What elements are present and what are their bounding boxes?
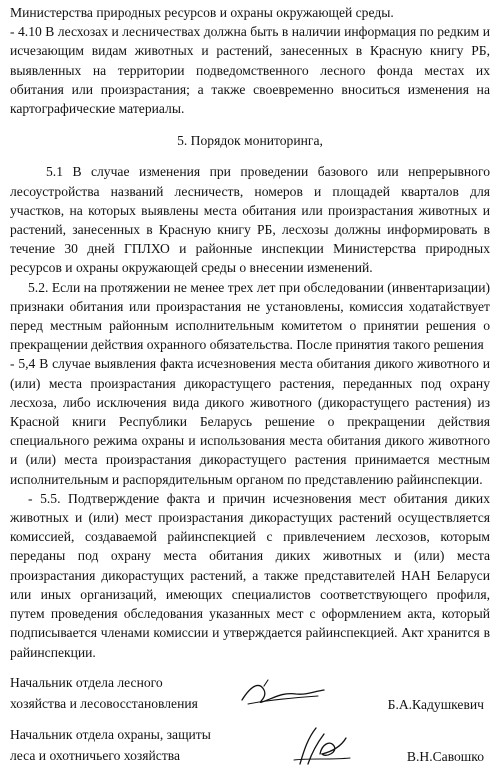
- paragraph-5-2: 5.2. Если на протяжении не менее трех лет при обследовании (инвентаризации) признаки обитания или произрастания не установлены, комиссия ходатайствует перед местным районным исполнительным комитетом о принятии решения о прекращении действия охранного обязательства. После принятия такого решения: [10, 279, 490, 353]
- document-body: [10, 3, 490, 662]
- signatory-title-1: [10, 672, 250, 714]
- paragraph-ministry-line: Министерства природных ресурсов и охраны окружающей среды.: [10, 5, 394, 20]
- handwritten-signature-2: [286, 724, 356, 768]
- signatory-title-2: [10, 724, 250, 766]
- signatory-name-1: Б.А.Кадушкевич: [387, 697, 484, 712]
- signatory-title-1-line1: Начальник отдела лесного: [10, 675, 163, 690]
- signature-block-2: [10, 724, 490, 768]
- signatory-title-2-line2: леса и охотничьего хозяйства: [10, 748, 181, 763]
- signatory-name-2: В.Н.Савошко: [406, 749, 484, 764]
- signatory-title-2-line1: Начальник отдела охраны, защиты: [10, 727, 211, 742]
- signatory-title-1-line2: хозяйства и лесовосстановления: [10, 696, 198, 711]
- signature-block-1: [10, 672, 490, 716]
- paragraph-5-1: 5.1 В случае изменения при проведении базового или непрерывного лесоустройства названий лесничеств, номеров и площадей кварталов для участков, на которых выявлены места обитания или произрастания животных и растений, занесенных в Красную книгу РБ, лесхозы должны информировать в течение 30 дней ГПЛХО и районные инспекции Министерства природных ресурсов и охраны окружающей среды о внесении изменений.: [10, 164, 490, 276]
- paragraph-5-4: - 5,4 В случае выявления факта исчезновения места обитания дикого животного и (или) места произрастания дикорастущего растения, переданных под охрану лесхоза, либо исключения вида дикого животного (дикорастущего растения) из Красной книги Республики Беларусь решение о прекращении действия специального режима охраны и использования места обитания дикого животного и (или) места произрастания дикорастущего растения принимается местным исполнительным и распорядительным органом по представлению райинспекции.: [10, 356, 490, 487]
- paragraph-4-10: - 4.10 В лесхозах и лесничествах должна быть в наличии информация по редким и исчезающим видам животных и растений, занесенных в Красную книгу РБ, выявленных на территории подведомственного лесного фонда местах их обитания или произрастания; а также своевременно вноситься изменения на картографические материалы.: [10, 24, 490, 117]
- section-heading-monitoring: 5. Порядок мониторинга,: [177, 133, 323, 149]
- paragraph-5-5: - 5.5. Подтверждение факта и причин исчезновения мест обитания диких животных и (или) мест произрастания дикорастущих растений осуществляется комиссией, создаваемой райинспекцией с привлечением лесхозов, которым переданы под охрану места обитания диких животных и (или) места произрастания дикорастущих растений, а также представителей НАН Беларуси или иных организаций, имеющих специалистов соответствующего профиля, путем проведения обследования указанных мест с оформлением акта, который подписывается членами комиссии и утверждается райинспекцией. Акт хранится в райинспекции.: [10, 490, 490, 660]
- handwritten-signature-1: [238, 678, 328, 710]
